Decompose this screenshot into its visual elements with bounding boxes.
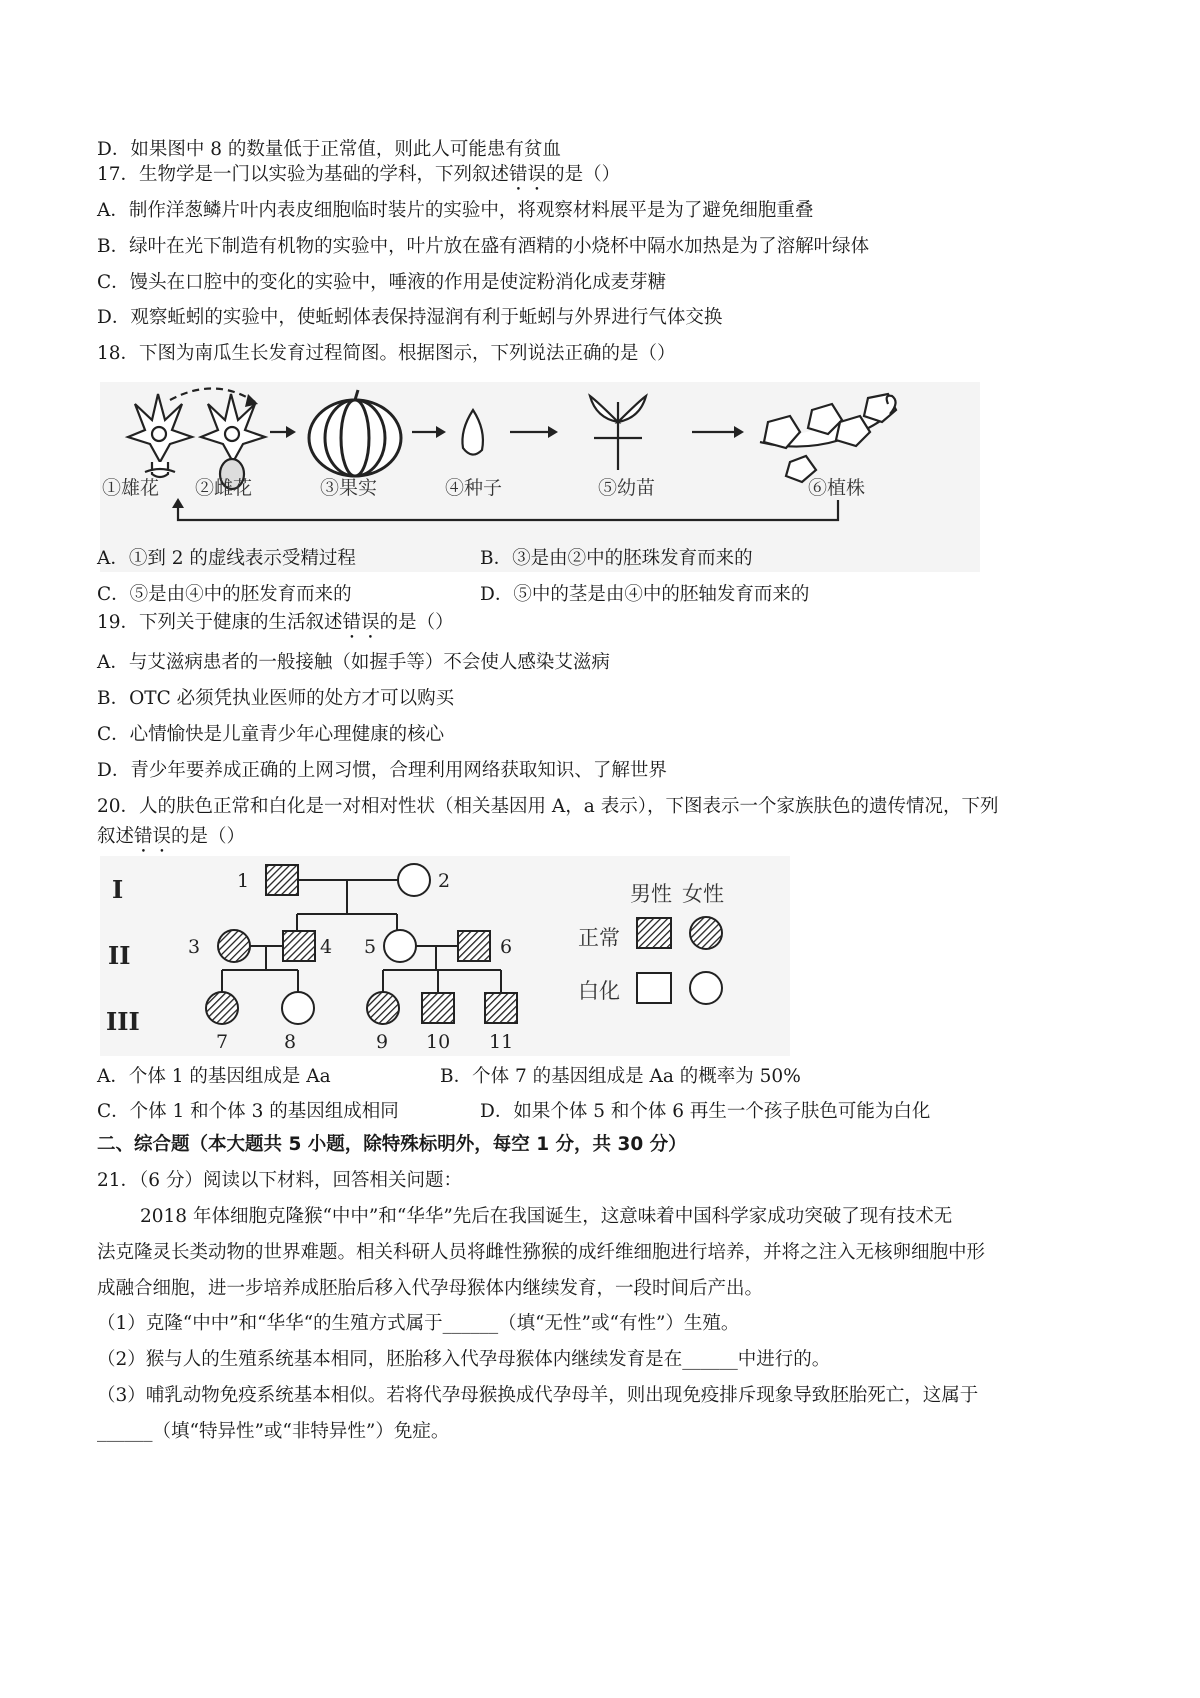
q16-option-d: D．如果图中 8 的数量低于正常值，则此人可能患有贫血 [97,139,561,160]
individual-8-albino-female [282,992,314,1024]
q21-sub-question-2: （2）猴与人的生殖系统基本相同，胚胎移入代孕母猴体内继续发育是在______中进行的。 [97,1349,831,1370]
q19-stem [97,612,454,643]
label-female-flower: ②雌花 [195,477,253,499]
legend-female-label: 女性 [682,882,724,906]
individual-label-10: 10 [426,1031,451,1053]
q19-stem-post: 的是（） [379,612,454,633]
q19-stem-emphasis: 错误 [342,612,380,633]
pumpkin-lifecycle-figure [100,382,980,572]
legend-albino-label: 白化 [578,979,620,1003]
label-plant: ⑥植株 [808,477,866,499]
individual-2-albino-female [398,864,430,896]
individual-label-2: 2 [438,870,451,892]
q20-option-c: C．个体 1 和个体 3 的基因组成相同 [97,1101,399,1122]
legend-male-label: 男性 [630,882,672,906]
individual-label-4: 4 [320,936,333,958]
legend-normal-female-symbol [690,917,722,949]
individual-label-8: 8 [284,1031,297,1053]
q17-option-a: A．制作洋葱鳞片叶内表皮细胞临时装片的实验中，将观察材料展平是为了避免细胞重叠 [97,200,814,221]
q21-material-line2: 法克隆灵长类动物的世界难题。相关科研人员将雌性猕猴的成纤维细胞进行培养，并将之注入无核卵细胞中形 [97,1242,986,1263]
q20-stem-emphasis: 错误 [134,826,172,847]
q20-option-a: A．个体 1 的基因组成是 Aa [97,1066,331,1087]
q18-option-a: A．①到 2 的虚线表示受精过程 [97,548,356,569]
q20-stem-line1: 20．人的肤色正常和白化是一对相对性状（相关基因用 A，a 表示），下图表示一个家族肤色的遗传情况，下列 [97,796,999,817]
q21-sub-question-3b: ______（填“特异性”或“非特异性”）免症。 [97,1421,450,1442]
q17-stem [97,164,620,195]
individual-label-7: 7 [216,1031,229,1053]
legend-albino-female-symbol [690,972,722,1004]
q18-option-d: D．⑤中的茎是由④中的胚轴发育而来的 [480,584,810,605]
q20-option-b: B．个体 7 的基因组成是 Aa 的概率为 50% [440,1066,801,1087]
individual-10-normal-male [422,993,454,1023]
individual-label-9: 9 [376,1031,389,1053]
q19-option-b: B．OTC 必须凭执业医师的处方才可以购买 [97,688,455,709]
q21-material-line1: 2018 年体细胞克隆猴“中中”和“华华”先后在我国诞生，这意味着中国科学家成功突破了现有技术无 [140,1206,953,1227]
individual-label-1: 1 [237,870,250,892]
q19-option-c: C．心情愉快是儿童青少年心理健康的核心 [97,724,445,745]
q17-stem-post: 的是（） [546,164,621,185]
generation-label-1: I [112,875,124,904]
q18-option-c: C．⑤是由④中的胚发育而来的 [97,584,352,605]
q20-stem-line2 [97,826,245,857]
legend-normal-label: 正常 [578,926,620,950]
q21-sub-question-3a: （3）哺乳动物免疫系统基本相似。若将代孕母猴换成代孕母羊，则出现免疫排斥现象导致胚胎死亡，这属于 [97,1385,979,1406]
q20-stem-pre: 叙述 [97,826,135,847]
individual-label-3: 3 [188,936,201,958]
individual-label-5: 5 [364,936,377,958]
individual-label-11: 11 [489,1031,514,1053]
q17-stem-emphasis: 错误 [509,164,547,185]
individual-6-normal-male [458,931,490,961]
individual-9-normal-female [367,992,399,1024]
q17-option-d: D．观察蚯蚓的实验中，使蚯蚓体表保持湿润有利于蚯蚓与外界进行气体交换 [97,307,723,328]
q19-stem-pre: 19．下列关于健康的生活叙述 [97,612,343,633]
section-2-title: 二、综合题（本大题共 5 小题，除特殊标明外，每空 1 分，共 30 分） [97,1134,687,1155]
individual-7-normal-female [206,992,238,1024]
pedigree-figure [100,856,790,1056]
label-seedling: ⑤幼苗 [598,477,656,499]
legend-normal-male-symbol [637,918,671,948]
q18-stem: 18．下图为南瓜生长发育过程简图。根据图示，下列说法正确的是（） [97,343,676,364]
label-seed: ④种子 [445,477,503,499]
q20-option-d: D．如果个体 5 和个体 6 再生一个孩子肤色可能为白化 [480,1101,931,1122]
q21-sub-question-1: （1）克隆“中中”和“华华“的生殖方式属于______（填“无性”或“有性”）生殖。 [97,1313,740,1334]
individual-5-albino-female [384,930,416,962]
legend-albino-male-symbol [637,973,671,1003]
q18-option-b: B．③是由②中的胚珠发育而来的 [480,548,753,569]
q21-material-line3: 成融合细胞，进一步培养成胚胎后移入代孕母猴体内继续发育，一段时间后产出。 [97,1278,764,1299]
q20-stem-post: 的是（） [171,826,246,847]
q19-option-a: A．与艾滋病患者的一般接触（如握手等）不会使人感染艾滋病 [97,652,610,673]
individual-11-normal-male [485,993,517,1023]
generation-label-3: III [106,1007,140,1036]
individual-4-normal-male [283,931,315,961]
q17-option-c: C．馒头在口腔中的变化的实验中，唾液的作用是使淀粉消化成麦芽糖 [97,272,667,293]
label-male-flower: ①雄花 [102,477,160,499]
individual-3-normal-female [218,930,250,962]
label-fruit: ③果实 [320,477,378,499]
individual-1-normal-male [266,865,298,895]
individual-label-6: 6 [500,936,513,958]
q21-stem: 21．（6 分）阅读以下材料，回答相关问题： [97,1170,462,1191]
generation-label-2: II [108,941,131,970]
q17-stem-pre: 17．生物学是一门以实验为基础的学科，下列叙述 [97,164,510,185]
q19-option-d: D．青少年要养成正确的上网习惯，合理利用网络获取知识、了解世界 [97,760,667,781]
q17-option-b: B．绿叶在光下制造有机物的实验中，叶片放在盛有酒精的小烧杯中隔水加热是为了溶解叶绿体 [97,236,870,257]
